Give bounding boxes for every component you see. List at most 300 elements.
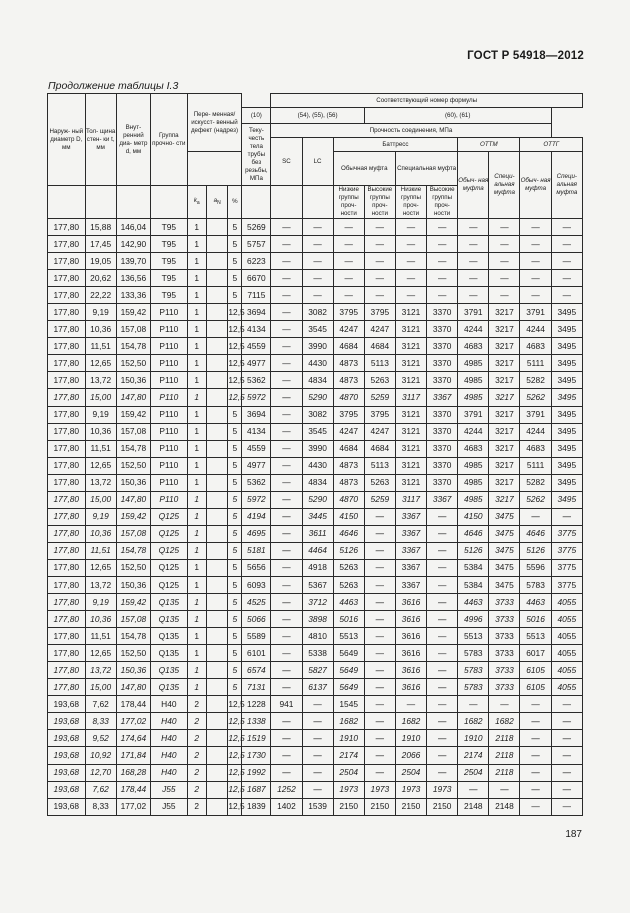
cell-outer-diameter: 177,80 xyxy=(48,406,86,423)
cell-special-low: 3367 xyxy=(395,525,426,542)
cell-ottg-regular: 4683 xyxy=(520,440,551,457)
cell-an xyxy=(206,338,227,355)
cell-ottm-regular: 4646 xyxy=(458,525,489,542)
cell-ottg-special: 3495 xyxy=(551,406,582,423)
cell-regular-high: — xyxy=(364,730,395,747)
cell-an xyxy=(206,542,227,559)
cell-yield: 1839 xyxy=(242,798,271,815)
cell-ottg-regular: 4244 xyxy=(520,321,551,338)
cell-special-high: 3370 xyxy=(427,406,458,423)
cell-inner-diameter: 174,64 xyxy=(116,730,150,747)
cell-regular-high: 5113 xyxy=(364,355,395,372)
cell-wall-thickness: 12,65 xyxy=(85,559,116,576)
cell-sc: — xyxy=(271,457,302,474)
cell-ottm-special: 2148 xyxy=(489,798,520,815)
cell-ottg-regular: 5111 xyxy=(520,457,551,474)
page-number: 187 xyxy=(565,829,582,840)
cell-an xyxy=(206,645,227,662)
cell-inner-diameter: 152,50 xyxy=(116,457,150,474)
cell-sc: — xyxy=(271,270,302,287)
cell-lc: — xyxy=(302,747,333,764)
cell-ka: 1 xyxy=(187,321,206,338)
cell-sc: — xyxy=(271,355,302,372)
cell-yield: 1338 xyxy=(242,713,271,730)
cell-regular-low: 4247 xyxy=(333,423,364,440)
cell-lc: 4918 xyxy=(302,559,333,576)
cell-strength-group: H40 xyxy=(151,747,188,764)
cell-sc: — xyxy=(271,628,302,645)
cell-lc: 4834 xyxy=(302,474,333,491)
cell-ottg-special: — xyxy=(551,219,582,236)
cell-special-high: — xyxy=(427,508,458,525)
cell-ottm-special: — xyxy=(489,236,520,253)
table-row xyxy=(48,713,583,730)
cell-percent: 5 xyxy=(228,270,242,287)
cell-strength-group: P110 xyxy=(151,321,188,338)
cell-sc: — xyxy=(271,508,302,525)
cell-special-low: — xyxy=(395,287,426,304)
cell-regular-high: 3795 xyxy=(364,406,395,423)
cell-ka: 2 xyxy=(187,747,206,764)
cell-percent: 5 xyxy=(228,559,242,576)
cell-special-low: 3117 xyxy=(395,491,426,508)
cell-ottm-special: 2118 xyxy=(489,747,520,764)
cell-lc: 5827 xyxy=(302,662,333,679)
cell-regular-low: 4873 xyxy=(333,372,364,389)
sc-cont xyxy=(271,186,302,219)
data-table xyxy=(47,93,583,816)
data-table-container xyxy=(47,93,583,816)
cell-ottm-regular: 4985 xyxy=(458,372,489,389)
strength-group-cont xyxy=(151,186,188,219)
col-ottg-special: Специ- альная муфта xyxy=(551,152,582,219)
cell-special-high: — xyxy=(427,628,458,645)
cell-ottg-regular: 6105 xyxy=(520,679,551,696)
cell-special-low: 3121 xyxy=(395,321,426,338)
col-an: $a_N$ xyxy=(206,186,227,219)
cell-ottm-regular: — xyxy=(458,236,489,253)
cell-special-high: — xyxy=(427,219,458,236)
cell-regular-high: 4684 xyxy=(364,338,395,355)
cell-ka: 2 xyxy=(187,798,206,815)
cell-percent: 5 xyxy=(228,406,242,423)
cell-ka: 1 xyxy=(187,491,206,508)
cell-regular-low: 4870 xyxy=(333,491,364,508)
cell-regular-low: 4684 xyxy=(333,440,364,457)
cell-strength-group: T95 xyxy=(151,287,188,304)
table-row xyxy=(48,236,583,253)
cell-sc: — xyxy=(271,542,302,559)
cell-yield: 3694 xyxy=(242,304,271,321)
cell-ottm-regular: 5384 xyxy=(458,576,489,593)
cell-yield: 4559 xyxy=(242,338,271,355)
cell-strength-group: P110 xyxy=(151,457,188,474)
cell-ottg-special: — xyxy=(551,270,582,287)
cell-ottg-regular: — xyxy=(520,798,551,815)
cell-ottm-special: — xyxy=(489,287,520,304)
cell-ottg-special: 3495 xyxy=(551,389,582,406)
cell-ottg-special: 3495 xyxy=(551,321,582,338)
cell-percent: 12,5 xyxy=(228,372,242,389)
cell-ottg-special: 3495 xyxy=(551,304,582,321)
cell-ottm-special: 3733 xyxy=(489,628,520,645)
cell-sc: — xyxy=(271,304,302,321)
table-row xyxy=(48,304,583,321)
cell-percent: 5 xyxy=(228,628,242,645)
cell-sc: — xyxy=(271,491,302,508)
cell-special-low: 3616 xyxy=(395,611,426,628)
cell-ka: 1 xyxy=(187,559,206,576)
cell-ottg-special: 3495 xyxy=(551,338,582,355)
cell-ottm-regular: 2148 xyxy=(458,798,489,815)
cell-regular-high: — xyxy=(364,542,395,559)
cell-ottm-regular: — xyxy=(458,270,489,287)
cell-wall-thickness: 17,45 xyxy=(85,236,116,253)
cell-strength-group: Q125 xyxy=(151,542,188,559)
cell-ottg-special: 4055 xyxy=(551,645,582,662)
cell-lc: 3611 xyxy=(302,525,333,542)
cell-ottg-regular: 5111 xyxy=(520,355,551,372)
cell-regular-high: — xyxy=(364,713,395,730)
cell-outer-diameter: 193,68 xyxy=(48,713,86,730)
cell-sc: — xyxy=(271,423,302,440)
cell-regular-low: — xyxy=(333,287,364,304)
cell-special-high: — xyxy=(427,525,458,542)
cell-inner-diameter: 150,36 xyxy=(116,474,150,491)
cell-outer-diameter: 177,80 xyxy=(48,389,86,406)
cell-yield: 5972 xyxy=(242,491,271,508)
cell-yield: 3694 xyxy=(242,406,271,423)
cell-wall-thickness: 9,52 xyxy=(85,730,116,747)
cell-ottg-regular: 5596 xyxy=(520,559,551,576)
cell-regular-low: 1973 xyxy=(333,781,364,798)
cell-ottg-regular: — xyxy=(520,696,551,713)
cell-regular-low: — xyxy=(333,219,364,236)
cell-ottm-regular: — xyxy=(458,287,489,304)
cell-ottm-special: 3733 xyxy=(489,662,520,679)
cell-lc: 5338 xyxy=(302,645,333,662)
cell-lc: 3898 xyxy=(302,611,333,628)
cell-regular-high: 5263 xyxy=(364,474,395,491)
cell-ottm-regular: 4985 xyxy=(458,389,489,406)
cell-regular-low: 4150 xyxy=(333,508,364,525)
cell-ka: 1 xyxy=(187,542,206,559)
cell-outer-diameter: 177,80 xyxy=(48,338,86,355)
table-row xyxy=(48,525,583,542)
cell-ka: 1 xyxy=(187,270,206,287)
cell-regular-high: — xyxy=(364,270,395,287)
cell-ottg-special: — xyxy=(551,764,582,781)
cell-ottm-special: 3217 xyxy=(489,474,520,491)
cell-ottm-special: 3217 xyxy=(489,372,520,389)
cell-lc: 4810 xyxy=(302,628,333,645)
table-row xyxy=(48,270,583,287)
cell-lc: 3990 xyxy=(302,440,333,457)
cell-wall-thickness: 12,70 xyxy=(85,764,116,781)
cell-ottg-regular: 4646 xyxy=(520,525,551,542)
col-inner-diameter: Внут- ренний диа- метр d, мм xyxy=(116,94,150,186)
table-row xyxy=(48,798,583,815)
cell-inner-diameter: 159,42 xyxy=(116,508,150,525)
cell-inner-diameter: 159,42 xyxy=(116,594,150,611)
col-outer-diameter: Наруж- ный диаметр D, мм xyxy=(48,94,86,186)
table-row xyxy=(48,747,583,764)
cell-wall-thickness: 13,72 xyxy=(85,576,116,593)
cell-ottg-special: 3775 xyxy=(551,525,582,542)
cell-ottm-special: 3217 xyxy=(489,457,520,474)
cell-wall-thickness: 9,19 xyxy=(85,406,116,423)
cell-ottm-regular: 1910 xyxy=(458,730,489,747)
cell-sc: — xyxy=(271,713,302,730)
cell-special-low: 3121 xyxy=(395,304,426,321)
col-special-high: Высокие группы проч- ности xyxy=(427,186,458,219)
formula-54-56: (54), (55), (56) xyxy=(271,108,364,124)
cell-yield: 5972 xyxy=(242,389,271,406)
cell-ottg-regular: — xyxy=(520,730,551,747)
cell-ka: 2 xyxy=(187,781,206,798)
cell-ottg-regular: 5262 xyxy=(520,491,551,508)
cell-strength-group: Q135 xyxy=(151,611,188,628)
yield-cont xyxy=(242,186,271,219)
cell-an xyxy=(206,321,227,338)
col-strength-group: Группа прочно- сти xyxy=(151,94,188,186)
cell-wall-thickness: 11,51 xyxy=(85,440,116,457)
cell-sc: — xyxy=(271,730,302,747)
cell-ottm-regular: 2504 xyxy=(458,764,489,781)
cell-ottm-special: 3475 xyxy=(489,576,520,593)
cell-ottg-regular: — xyxy=(520,253,551,270)
cell-ka: 1 xyxy=(187,236,206,253)
cell-regular-low: 5126 xyxy=(333,542,364,559)
cell-special-high: 3370 xyxy=(427,440,458,457)
cell-inner-diameter: 159,42 xyxy=(116,304,150,321)
cell-an xyxy=(206,423,227,440)
cell-special-low: 3616 xyxy=(395,628,426,645)
cell-an xyxy=(206,764,227,781)
cell-regular-high: 4247 xyxy=(364,423,395,440)
cell-yield: 5181 xyxy=(242,542,271,559)
cell-sc: — xyxy=(271,594,302,611)
cell-an xyxy=(206,287,227,304)
cell-special-high: 1973 xyxy=(427,781,458,798)
cell-special-high: — xyxy=(427,764,458,781)
cell-special-high: 3367 xyxy=(427,491,458,508)
cell-yield: 1992 xyxy=(242,764,271,781)
cell-wall-thickness: 15,88 xyxy=(85,219,116,236)
table-row xyxy=(48,474,583,491)
cell-ka: 1 xyxy=(187,525,206,542)
cell-strength-group: P110 xyxy=(151,491,188,508)
cell-an xyxy=(206,508,227,525)
cell-strength-group: Q135 xyxy=(151,679,188,696)
cell-lc: 4464 xyxy=(302,542,333,559)
cell-an xyxy=(206,474,227,491)
cell-special-low: — xyxy=(395,270,426,287)
cell-ottm-regular: 4683 xyxy=(458,338,489,355)
cell-strength-group: T95 xyxy=(151,270,188,287)
cell-special-low: 3121 xyxy=(395,474,426,491)
cell-an xyxy=(206,270,227,287)
cell-wall-thickness: 12,65 xyxy=(85,457,116,474)
cell-regular-low: 4463 xyxy=(333,594,364,611)
cell-ottm-special: 3475 xyxy=(489,542,520,559)
cell-ottg-regular: — xyxy=(520,781,551,798)
cell-wall-thickness: 12,65 xyxy=(85,355,116,372)
cell-special-low: 3616 xyxy=(395,679,426,696)
cell-outer-diameter: 193,68 xyxy=(48,730,86,747)
cell-yield: 7131 xyxy=(242,679,271,696)
cell-inner-diameter: 136,56 xyxy=(116,270,150,287)
cell-percent: 12,5 xyxy=(228,696,242,713)
cell-ottm-special: 3217 xyxy=(489,389,520,406)
cell-ka: 1 xyxy=(187,304,206,321)
cell-special-low: 3616 xyxy=(395,594,426,611)
cell-wall-thickness: 13,72 xyxy=(85,474,116,491)
cell-regular-high: 5259 xyxy=(364,491,395,508)
cell-ottg-special: 3775 xyxy=(551,559,582,576)
cell-inner-diameter: 152,50 xyxy=(116,645,150,662)
cell-yield: 5269 xyxy=(242,219,271,236)
cell-outer-diameter: 177,80 xyxy=(48,253,86,270)
cell-regular-low: 3795 xyxy=(333,304,364,321)
cell-strength-group: J55 xyxy=(151,781,188,798)
cell-outer-diameter: 177,80 xyxy=(48,321,86,338)
cell-yield: 5362 xyxy=(242,474,271,491)
cell-yield: 6093 xyxy=(242,576,271,593)
cell-regular-high: — xyxy=(364,236,395,253)
cell-inner-diameter: 152,50 xyxy=(116,559,150,576)
cell-special-low: 3367 xyxy=(395,559,426,576)
cell-an xyxy=(206,781,227,798)
cell-ottm-regular: 4683 xyxy=(458,440,489,457)
cell-regular-low: 5513 xyxy=(333,628,364,645)
cell-ottm-regular: 4985 xyxy=(458,457,489,474)
cell-ottg-special: — xyxy=(551,508,582,525)
cell-ottm-special: 3217 xyxy=(489,321,520,338)
cell-ottm-regular: — xyxy=(458,253,489,270)
cell-sc: — xyxy=(271,236,302,253)
cell-ka: 1 xyxy=(187,389,206,406)
cell-regular-high: 5259 xyxy=(364,389,395,406)
cell-special-high: 2150 xyxy=(427,798,458,815)
table-row xyxy=(48,440,583,457)
cell-an xyxy=(206,525,227,542)
cell-outer-diameter: 177,80 xyxy=(48,508,86,525)
cell-ottm-special: — xyxy=(489,219,520,236)
cell-wall-thickness: 15,00 xyxy=(85,679,116,696)
formula-60-61: (60), (61) xyxy=(364,108,551,124)
cell-ottg-special: 4055 xyxy=(551,628,582,645)
cell-lc: 4430 xyxy=(302,355,333,372)
cell-regular-low: 4873 xyxy=(333,457,364,474)
cell-strength-group: P110 xyxy=(151,304,188,321)
cell-ottm-special: 3217 xyxy=(489,440,520,457)
cell-ottm-special: 3217 xyxy=(489,304,520,321)
cell-an xyxy=(206,219,227,236)
cell-outer-diameter: 177,80 xyxy=(48,679,86,696)
cell-yield: 1228 xyxy=(242,696,271,713)
cell-outer-diameter: 177,80 xyxy=(48,662,86,679)
cell-inner-diameter: 154,78 xyxy=(116,628,150,645)
cell-outer-diameter: 177,80 xyxy=(48,287,86,304)
cell-lc: — xyxy=(302,696,333,713)
table-row xyxy=(48,781,583,798)
cell-ottg-regular: — xyxy=(520,747,551,764)
cell-wall-thickness: 8,33 xyxy=(85,713,116,730)
table-row xyxy=(48,338,583,355)
cell-wall-thickness: 8,33 xyxy=(85,798,116,815)
cell-yield: 5757 xyxy=(242,236,271,253)
cell-regular-high: — xyxy=(364,287,395,304)
cell-an xyxy=(206,730,227,747)
cell-percent: 5 xyxy=(228,474,242,491)
cell-wall-thickness: 22,22 xyxy=(85,287,116,304)
cell-lc: — xyxy=(302,253,333,270)
col-buttress: Баттресс xyxy=(333,138,458,152)
cell-sc: — xyxy=(271,253,302,270)
cell-percent: 12,5 xyxy=(228,338,242,355)
cell-strength-group: H40 xyxy=(151,713,188,730)
cell-regular-low: — xyxy=(333,236,364,253)
cell-wall-thickness: 10,92 xyxy=(85,747,116,764)
cell-regular-high: — xyxy=(364,508,395,525)
cell-yield: 4525 xyxy=(242,594,271,611)
cell-regular-high: 4247 xyxy=(364,321,395,338)
col-yield: Теку- честь тела трубы без резьбы, МПа xyxy=(242,124,271,186)
cell-outer-diameter: 177,80 xyxy=(48,270,86,287)
cell-ottg-regular: 6105 xyxy=(520,662,551,679)
cell-special-low: — xyxy=(395,219,426,236)
cell-lc: 1539 xyxy=(302,798,333,815)
cell-percent: 5 xyxy=(228,542,242,559)
cell-ottm-regular: 5384 xyxy=(458,559,489,576)
cell-ka: 1 xyxy=(187,611,206,628)
defect-spacer xyxy=(187,152,242,186)
cell-special-low: 3121 xyxy=(395,338,426,355)
cell-ottm-regular: — xyxy=(458,696,489,713)
cell-yield: 5656 xyxy=(242,559,271,576)
cell-outer-diameter: 177,80 xyxy=(48,525,86,542)
cell-yield: 4977 xyxy=(242,457,271,474)
cell-ottm-special: 3217 xyxy=(489,355,520,372)
cell-sc: — xyxy=(271,525,302,542)
cell-sc: 1252 xyxy=(271,781,302,798)
cell-ka: 1 xyxy=(187,338,206,355)
cell-wall-thickness: 12,65 xyxy=(85,645,116,662)
cell-special-low: 2150 xyxy=(395,798,426,815)
cell-sc: — xyxy=(271,219,302,236)
cell-strength-group: Q135 xyxy=(151,662,188,679)
col-ottg-regular: Обыч- ная муфта xyxy=(520,152,551,219)
cell-inner-diameter: 147,80 xyxy=(116,491,150,508)
cell-ottm-special: 3475 xyxy=(489,559,520,576)
cell-regular-low: 5649 xyxy=(333,645,364,662)
cell-regular-low: 4646 xyxy=(333,525,364,542)
table-row xyxy=(48,764,583,781)
outer-diameter-cont xyxy=(48,186,86,219)
cell-regular-low: 4870 xyxy=(333,389,364,406)
cell-special-high: 3370 xyxy=(427,474,458,491)
cell-strength-group: P110 xyxy=(151,406,188,423)
cell-regular-low: 5649 xyxy=(333,679,364,696)
cell-sc: — xyxy=(271,679,302,696)
cell-ottg-special: 4055 xyxy=(551,662,582,679)
cell-ottg-special: 4055 xyxy=(551,594,582,611)
cell-special-low: 3121 xyxy=(395,355,426,372)
cell-wall-thickness: 15,00 xyxy=(85,389,116,406)
cell-ka: 1 xyxy=(187,457,206,474)
cell-percent: 12,5 xyxy=(228,304,242,321)
